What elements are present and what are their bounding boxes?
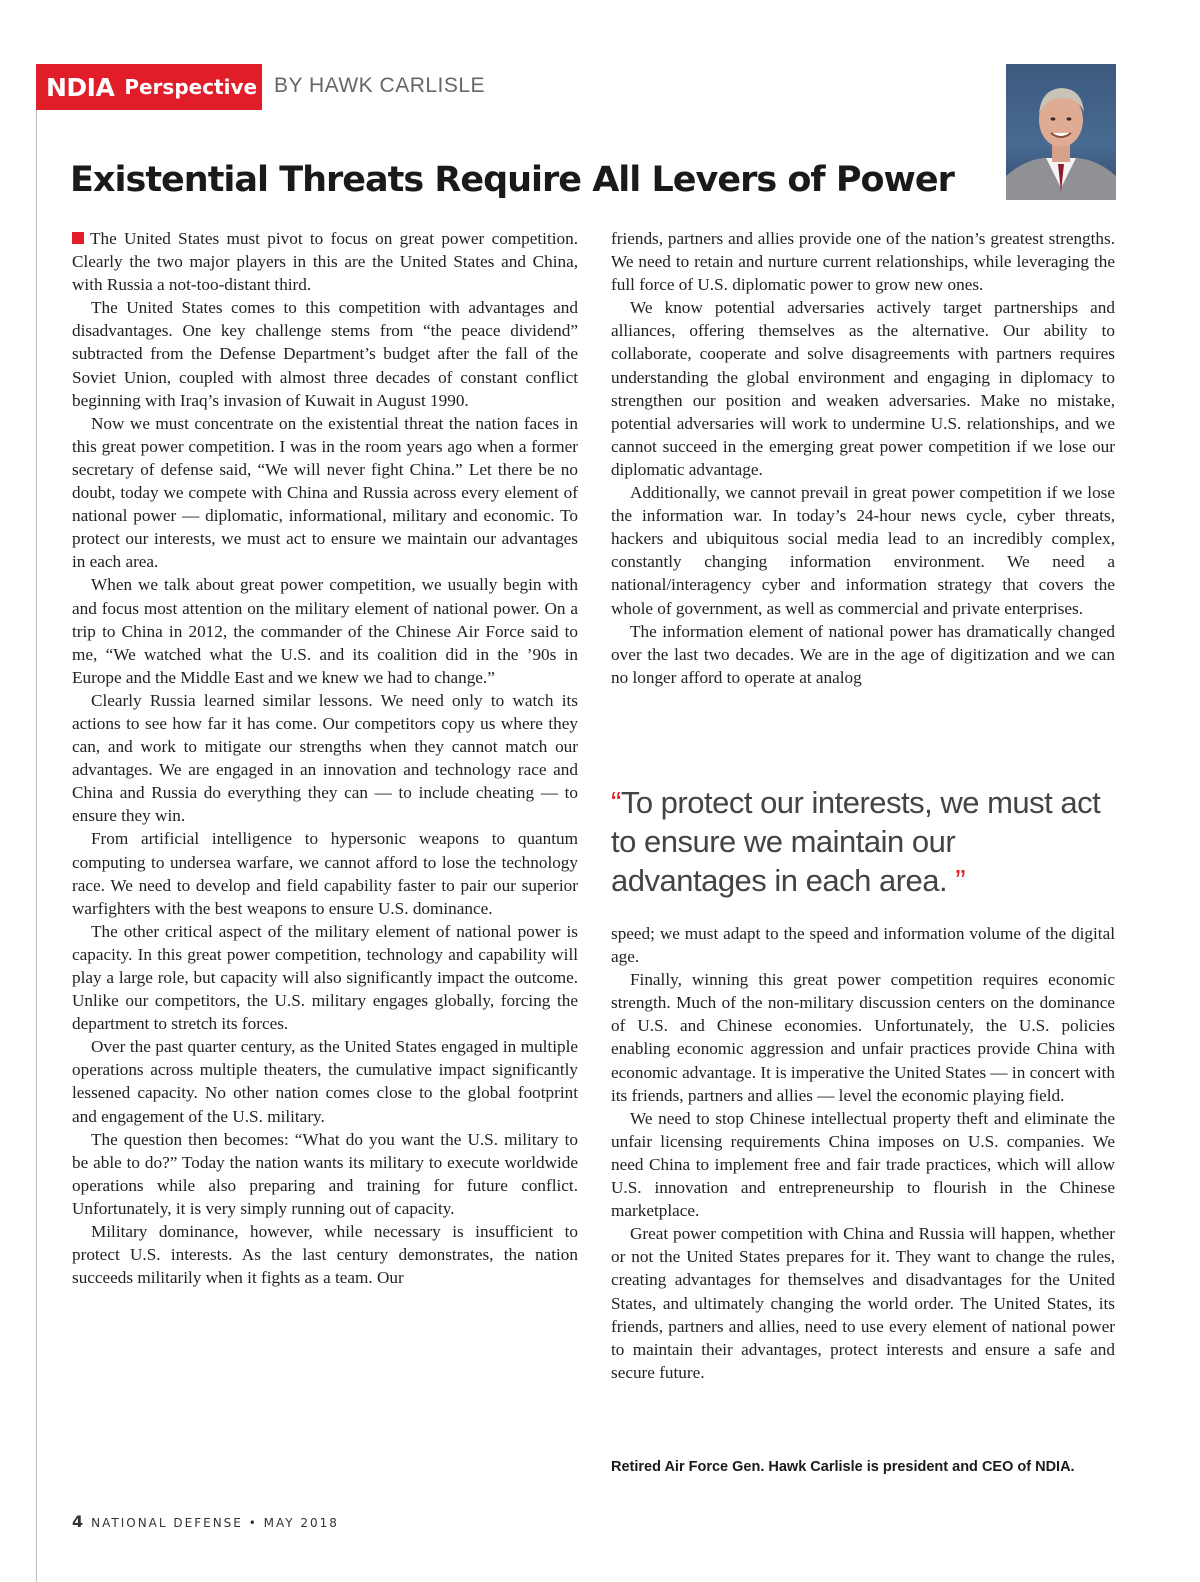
footer-separator: •	[248, 1516, 258, 1530]
body-paragraph: Over the past quarter century, as the United States engaged in multiple operations across multiple theaters, the cumulative impact significantly lessened capacity. No other nation comes close to the global footprint and engagement of the U.S. military.	[72, 1037, 578, 1126]
body-paragraph: friends, partners and allies provide one of the nation’s greatest strengths. We need to retain and nurture current relationships, while leveraging the full force of U.S. diplomatic power to grow new ones.	[611, 229, 1115, 295]
body-column-right-bottom	[611, 922, 1115, 1384]
page-left-rule	[36, 64, 37, 1582]
body-paragraph: Military dominance, however, while necessary is insufficient to protect U.S. interests. As the last century demonstrates, the nation succeeds militarily when it fights as a team. Our	[72, 1222, 578, 1288]
section-label: Perspective	[124, 75, 258, 99]
page-number: 4	[72, 1512, 84, 1531]
ndia-logo: NDIA	[46, 72, 115, 102]
body-paragraph: Clearly Russia learned similar lessons. We need only to watch its actions to see how far it has come. Our competitors copy us where they can, and work to mitigate our strengths when they cannot match our advantages. We are engaged in an innovation and technology race and China and Russia do everything they can — to include cheating — to ensure they win.	[72, 690, 578, 826]
body-paragraph: Great power competition with China and Russia will happen, whether or not the United States prepares for it. They want to change the rules, creating advantages for themselves and disadvantages for the United States, and ultimately changing the world order. The United States, its friends, partners and allies, need to use every element of national power to maintain their advantages, protect interests and ensure a safe and secure future.	[611, 1224, 1115, 1382]
body-paragraph: We know potential adversaries actively target partnerships and alliances, offering themselves as the alternative. Our ability to collaborate, cooperate and solve disagreements with partners requires understanding the global environment and engaging in diplomacy to strengthen our position and weaken adversaries. Make no mistake, potential adversaries will work to undermine U.S. relationships, and we cannot succeed in the emerging great power competition if we lose our diplomatic advantage.	[611, 298, 1115, 479]
author-photo-illustration	[1006, 64, 1116, 200]
byline: BY HAWK CARLISLE	[274, 74, 486, 97]
paragraph-start-marker	[72, 232, 84, 244]
body-paragraph: speed; we must adapt to the speed and information volume of the digital age.	[611, 924, 1115, 967]
quote-close-mark: ”	[955, 863, 966, 898]
body-paragraph: Additionally, we cannot prevail in great power competition if we lose the information war. In today’s 24-hour news cycle, cyber threats, hackers and ubiquitous social media lead to an incredibly complex, constantly changing information environment. We need a national/interagency cyber and information strategy that covers the whole of government, as well as commercial and private enterprises.	[611, 483, 1115, 618]
quote-open-mark: “	[611, 785, 621, 820]
body-paragraph: When we talk about great power competition, we usually begin with and focus most attention on the military element of national power. On a trip to China in 2012, the commander of the Chinese Air Force said to me, “We watched what the U.S. and its coalition did in the ’90s in Europe and the Middle East and we knew we had to change.”	[72, 575, 578, 687]
body-paragraph: Now we must concentrate on the existential threat the nation faces in this great power competition. I was in the room years ago when a former secretary of defense said, “We will never fight China.” Let there be no doubt, today we compete with China and Russia across every element of national power — diplomatic, informational, military and economic. To protect our interests, we must act to ensure we maintain our advantages in each area.	[72, 413, 578, 572]
body-paragraph: The information element of national power has dramatically changed over the last two decades. We are in the age of digitization and we can no longer afford to operate at analog	[611, 621, 1115, 687]
body-column-right-top	[611, 227, 1115, 689]
body-paragraph: The question then becomes: “What do you want the U.S. military to be able to do?” Today the nation wants its military to execute worldwide operations while also preparing and training for future conflict. Unfortunately, it is very simply running out of capacity.	[72, 1129, 578, 1218]
author-bio: Retired Air Force Gen. Hawk Carlisle is president and CEO of NDIA.	[611, 1459, 1075, 1475]
pull-quote	[611, 783, 1111, 900]
section-badge	[36, 64, 262, 110]
body-paragraph: From artificial intelligence to hypersonic weapons to quantum computing to undersea warfare, we cannot afford to lose the technology race. We need to develop and field capability faster to pair our superior warfighters with the best weapons to ensure U.S. dominance.	[72, 829, 578, 918]
issue-date: MAY 2018	[263, 1516, 339, 1530]
publication-name: NATIONAL DEFENSE	[91, 1516, 243, 1530]
pull-quote-text: To protect our interests, we must act to ensure we maintain our advantages in each area.	[611, 785, 1101, 898]
body-paragraph: Finally, winning this great power competition requires economic strength. Much of the non-military discussion centers on the dominance of U.S. and Chinese economies. Unfortunately, the U.S. policies enabling economic aggression and unfair practices provide China with economic advantage. It is imperative the United States — in concert with its friends, partners and allies — level the economic playing field.	[611, 970, 1116, 1105]
body-paragraph: The United States comes to this competition with advantages and disadvantages. One key challenge stems from “the peace dividend” subtracted from the Defense Department’s budget after the fall of the Soviet Union, coupled with almost three decades of constant conflict beginning with Iraq’s invasion of Kuwait in August 1990.	[72, 298, 578, 410]
page-footer	[72, 1512, 339, 1531]
author-portrait	[1006, 64, 1116, 200]
body-column-left	[72, 227, 578, 1289]
body-paragraph: The United States must pivot to focus on great power competition. Clearly the two major players in this are the United States and China, with Russia a not-too-distant third.	[72, 229, 578, 295]
body-paragraph: We need to stop Chinese intellectual property theft and eliminate the unfair licensing requirements China imposes on U.S. companies. We need China to implement free and fair trade practices, which will allow U.S. innovation and entrepreneurship to flourish in the Chinese marketplace.	[611, 1108, 1115, 1221]
body-paragraph: The other critical aspect of the military element of national power is capacity. In this great power competition, technology and capability will play a large role, but capacity will also significantly impact the outcome. Unlike our competitors, the U.S. military engages globally, forcing the department to stretch its forces.	[72, 921, 578, 1034]
article-title: Existential Threats Require All Levers of Power	[70, 160, 954, 200]
